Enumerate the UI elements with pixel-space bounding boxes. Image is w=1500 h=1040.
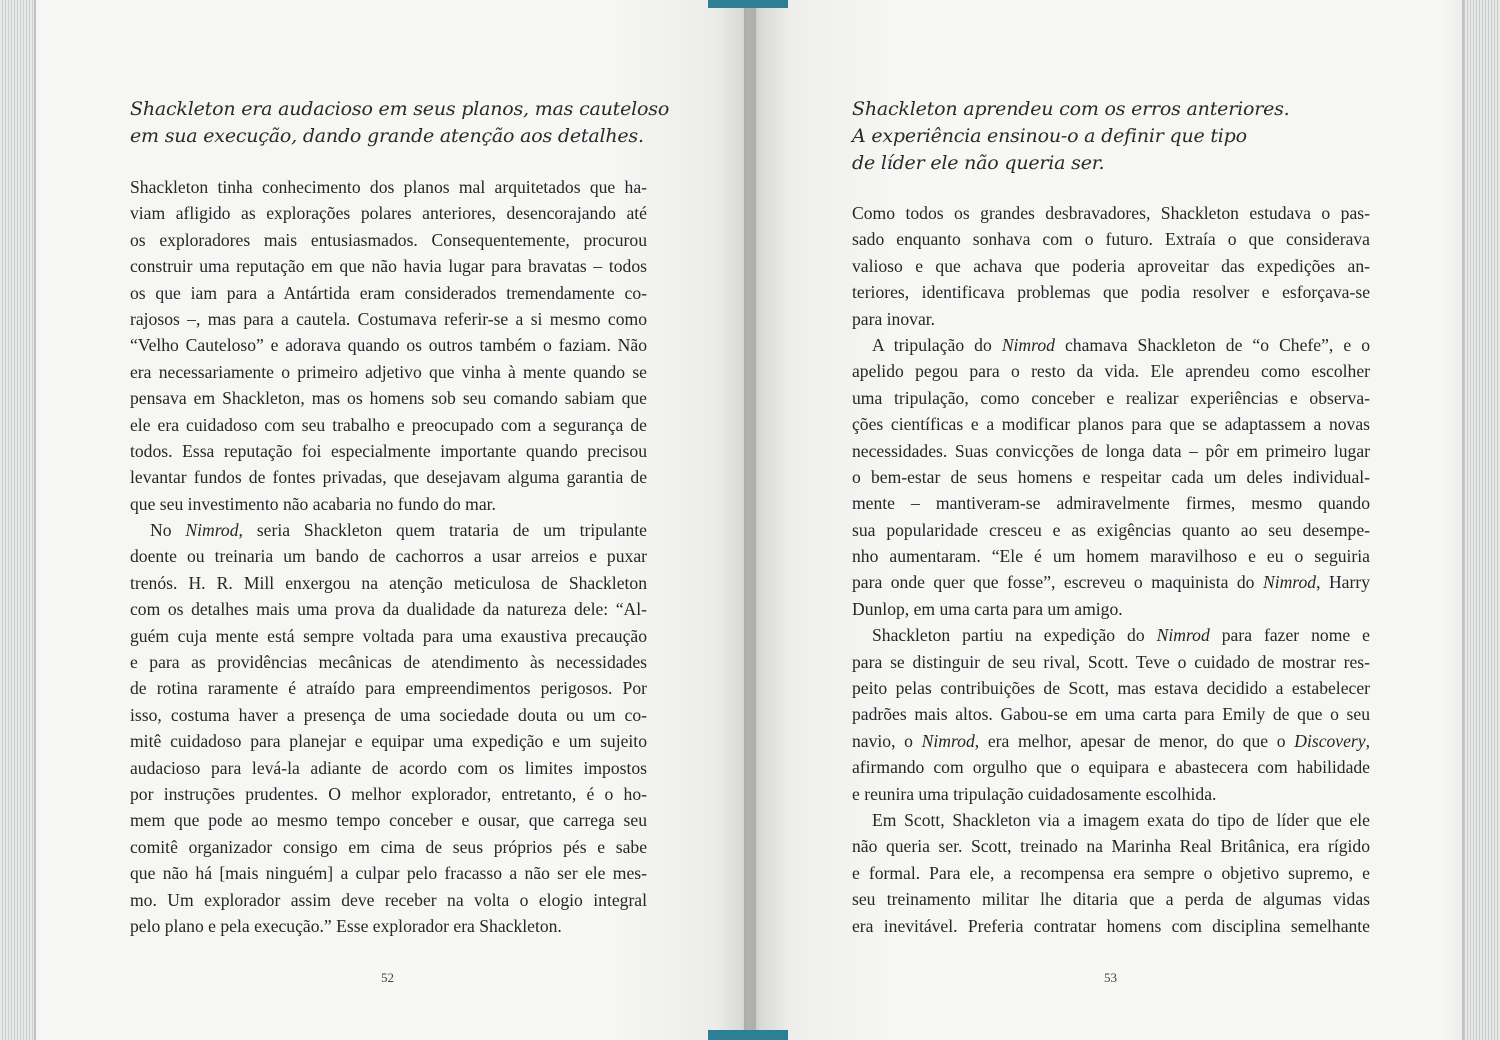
body-line: valioso e que achava que poderia aproveitar das expedições an- — [852, 255, 1370, 276]
body-line: para onde quer que fosse”, escreveu o maquinista do Nimrod, Harry — [852, 572, 1370, 593]
body-line: com os detalhes mais uma prova da dualidade da natureza dele: “Al- — [130, 599, 647, 620]
body-line: Como todos os grandes desbravadores, Shackleton estudava o pas- — [852, 203, 1370, 223]
body-line: mo. Um explorador assim deve receber na volta o elogio integral — [130, 889, 647, 910]
body-line: trenós. H. R. Mill enxergou na atenção meticulosa de Shackleton — [130, 572, 647, 593]
body-line: Shackleton tinha conhecimento dos planos mal arquitetados que ha- — [130, 177, 647, 197]
body-line: peito pelas contribuições de Scott, mas estava decidido a estabelecer — [852, 678, 1370, 699]
body-line: para inovar. — [852, 308, 936, 329]
left-epigraph-line: Shackleton era audacioso em seus planos, mas cauteloso — [130, 98, 670, 120]
body-line: rajosos –, mas para a cautela. Costumava referir-se a si mesmo como — [130, 308, 647, 329]
bookmark-ribbon-bottom — [708, 1030, 788, 1040]
body-line: sua popularidade cresceu e as exigências quanto ao seu desempe- — [852, 519, 1370, 540]
body-line: padrões mais altos. Gabou-se em uma carta para Emily de que o seu — [852, 704, 1370, 725]
right-epigraph-line: Shackleton aprendeu com os erros anteriores. — [852, 98, 1290, 120]
body-line: ele era cuidadoso com seu trabalho e preocupado com a segurança de — [130, 414, 647, 435]
body-line: ções científicas e a modificar planos para que se adaptassem a novas — [852, 414, 1370, 435]
body-line: nho aumentaram. “Ele é um homem maravilhoso e eu o seguiria — [852, 546, 1370, 567]
left-epigraph — [130, 96, 669, 150]
body-line: era necessariamente o primeiro adjetivo que vinha à mente quando se — [130, 361, 647, 382]
right-epigraph-line: de líder ele não queria ser. — [852, 152, 1105, 174]
body-line: pensava em Shackleton, mas os homens sob seu comando sabiam que — [130, 388, 647, 409]
body-line: Dunlop, em uma carta para um amigo. — [852, 598, 1123, 619]
body-line: que não há [mais ninguém] a culpar pelo fracasso a não ser ele mes- — [130, 863, 647, 884]
body-line: seu treinamento militar lhe ditaria que a perda de algumas vidas — [852, 889, 1370, 910]
body-line: os que iam para a Antártida eram considerados tremendamente co- — [130, 282, 647, 303]
body-line: construir uma reputação em que não havia lugar para bravatas – todos — [130, 256, 647, 277]
body-line: uma tripulação, como conceber e realizar experiências e observa- — [852, 387, 1370, 408]
body-line: Shackleton partiu na expedição do Nimrod para fazer nome e — [872, 625, 1370, 646]
right-epigraph-line: A experiência ensinou-o a definir que tipo — [852, 125, 1247, 147]
body-line: navio, o Nimrod, era melhor, apesar de menor, do que o Discovery, — [852, 730, 1370, 751]
body-line: apelido pegou para o resto da vida. Ele aprendeu como escolher — [852, 361, 1370, 382]
body-line: para se distinguir de seu rival, Scott. Teve o cuidado de mostrar res- — [852, 651, 1370, 672]
body-line: pelo plano e pela execução.” Esse explorador era Shackleton. — [130, 915, 562, 936]
body-line: audacioso para levá-la adiante de acordo com os limites impostos — [130, 757, 647, 778]
body-line: viam afligido as explorações polares anteriores, desencorajando até — [130, 203, 647, 224]
body-line: guém cuja mente está sempre voltada para uma exaustiva precaução — [130, 625, 647, 646]
body-line: que seu investimento não acabaria no fundo do mar. — [130, 493, 496, 514]
body-line: isso, costuma haver a presença de uma sociedade douta ou um co- — [130, 704, 647, 725]
body-line: levantar fundos de fontes privadas, que desejavam alguma garantia de — [130, 467, 647, 488]
body-line: por instruções prudentes. O melhor explorador, entretanto, é o ho- — [130, 783, 647, 804]
body-line: era inevitável. Preferia contratar homens com disciplina semelhante — [852, 915, 1370, 936]
left-page-number: 52 — [381, 970, 394, 985]
body-line: e reunira uma tripulação cuidadosamente escolhida. — [852, 783, 1217, 804]
body-line: “Velho Cauteloso” e adorava quando os outros também o faziam. Não — [130, 335, 647, 356]
body-line: os exploradores mais entusiasmados. Consequentemente, procurou — [130, 229, 647, 250]
body-line: mente – mantiveram-se admiravelmente firmes, mesmo quando — [852, 493, 1370, 514]
body-line: No Nimrod, seria Shackleton quem trataria de um tripulante — [150, 520, 647, 541]
body-line: sado enquanto sonhava com o futuro. Extraía o que considerava — [852, 229, 1370, 250]
body-line: e formal. Para ele, a recompensa era sempre o objetivo supremo, e — [852, 862, 1370, 883]
right-body-text — [852, 200, 1370, 939]
body-line: e para as providências mecânicas de atendimento às necessidades — [130, 652, 647, 673]
body-line: A tripulação do Nimrod chamava Shackleton de “o Chefe”, e o — [872, 334, 1370, 355]
left-page-edges — [0, 0, 36, 1040]
body-line: não queria ser. Scott, treinado na Marinha Real Britânica, era rígido — [852, 836, 1370, 857]
body-line: comitê organizador consigo em cima de seus próprios pés e sabe — [130, 836, 647, 857]
left-body-text — [130, 174, 647, 939]
bookmark-ribbon-top — [708, 0, 788, 8]
body-line: o bem-estar de seus homens e respeitar cada um deles individual- — [852, 466, 1370, 487]
right-page-number: 53 — [1104, 970, 1117, 985]
body-line: mitê cuidadoso para planejar e equipar uma expedição e um sujeito — [130, 731, 647, 752]
right-epigraph — [852, 96, 1290, 177]
body-line: teriores, identificava problemas que podia resolver e esforçava-se — [852, 282, 1370, 303]
left-epigraph-line: em sua execução, dando grande atenção aos detalhes. — [130, 125, 644, 147]
right-page — [750, 0, 1500, 1040]
book-gutter — [744, 0, 756, 1040]
body-line: necessidades. Suas convicções de longa data – pôr em primeiro lugar — [852, 440, 1370, 461]
body-line: doente ou treinaria um bando de cachorros a usar arreios e puxar — [130, 546, 647, 567]
body-line: de rotina raramente é atraído para empreendimentos perigosos. Por — [130, 678, 647, 699]
body-line: Em Scott, Shackleton via a imagem exata do tipo de líder que ele — [872, 809, 1370, 830]
right-page-edges — [1462, 0, 1500, 1040]
body-line: todos. Essa reputação foi especialmente importante quando precisou — [130, 440, 647, 461]
body-line: afirmando com orgulho que o equipara e abastecera com habilidade — [852, 757, 1370, 778]
body-line: mem que pode ao mesmo tempo conceber e ousar, que carrega seu — [130, 810, 647, 831]
